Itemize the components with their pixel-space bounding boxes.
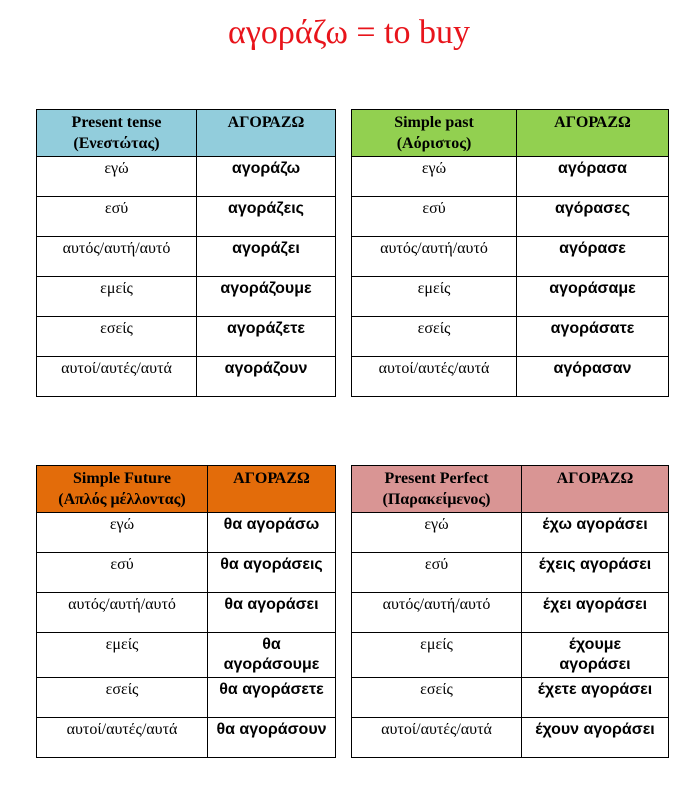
verb-form-cell: έχουν αγοράσει [522, 718, 669, 758]
pronoun-cell: εσείς [37, 317, 197, 357]
pronoun-cell: αυτός/αυτή/αυτό [352, 593, 522, 633]
verb-header: ΑΓΟΡΑΖΩ [197, 110, 336, 157]
tense-header [37, 466, 208, 513]
verb-form-cell: έχεις αγοράσει [522, 553, 669, 593]
pronoun-cell: εσείς [37, 678, 208, 718]
pronoun-cell: εγώ [352, 157, 517, 197]
verb-form-cell: αγόρασε [517, 237, 669, 277]
verb-form-line: έχουμε [568, 636, 622, 653]
pronoun-cell: εσύ [352, 197, 517, 237]
verb-form-cell: θα αγοράσει [208, 593, 336, 633]
verb-form-line: αγοράσει [559, 656, 631, 673]
verb-form-cell: έχω αγοράσει [522, 513, 669, 553]
verb-form-cell: θα αγοράσω [208, 513, 336, 553]
tense-name: Simple past [394, 114, 474, 131]
pronoun-cell: εσείς [352, 678, 522, 718]
simple-future-table [36, 465, 336, 758]
verb-form-cell: αγόρασα [517, 157, 669, 197]
simple-past-table [351, 109, 669, 397]
verb-form-cell: αγοράσατε [517, 317, 669, 357]
verb-form-cell: αγοράζει [197, 237, 336, 277]
verb-form-cell: αγόρασες [517, 197, 669, 237]
pronoun-cell: εμείς [37, 277, 197, 317]
tense-header [352, 466, 522, 513]
verb-header: ΑΓΟΡΑΖΩ [208, 466, 336, 513]
pronoun-cell: εσύ [37, 553, 208, 593]
verb-form-line: αγοράσουμε [223, 656, 320, 673]
pronoun-cell: αυτός/αυτή/αυτό [352, 237, 517, 277]
pronoun-cell: εσύ [37, 197, 197, 237]
pronoun-cell: αυτός/αυτή/αυτό [37, 593, 208, 633]
verb-form-cell: θα αγοράσουν [208, 718, 336, 758]
tense-name-greek: (Παρακείμενος) [382, 491, 491, 508]
present-perfect-table [351, 465, 669, 758]
tense-name-greek: (Ενεστώτας) [73, 135, 160, 152]
verb-form-cell: αγοράζετε [197, 317, 336, 357]
pronoun-cell: εσείς [352, 317, 517, 357]
tense-name: Simple Future [73, 470, 171, 487]
pronoun-cell: εγώ [37, 513, 208, 553]
pronoun-cell: εμείς [37, 633, 208, 678]
verb-form-line: θα [262, 636, 281, 653]
tense-header [37, 110, 197, 157]
verb-form-cell [522, 633, 669, 678]
tense-header [352, 110, 517, 157]
verb-form-cell: αγοράζουμε [197, 277, 336, 317]
pronoun-cell: εσύ [352, 553, 522, 593]
verb-form-cell: θα αγοράσετε [208, 678, 336, 718]
pronoun-cell: αυτοί/αυτές/αυτά [37, 357, 197, 397]
tense-name-greek: (Απλός μέλλοντας) [58, 491, 186, 508]
pronoun-cell: εμείς [352, 633, 522, 678]
verb-form-cell: αγοράζεις [197, 197, 336, 237]
present-tense-table [36, 109, 336, 397]
verb-header: ΑΓΟΡΑΖΩ [517, 110, 669, 157]
tense-name: Present Perfect [384, 470, 489, 487]
verb-form-cell: θα αγοράσεις [208, 553, 336, 593]
pronoun-cell: εγώ [37, 157, 197, 197]
verb-form-cell [208, 633, 336, 678]
verb-form-cell: αγοράζουν [197, 357, 336, 397]
verb-header: ΑΓΟΡΑΖΩ [522, 466, 669, 513]
verb-form-cell: αγοράζω [197, 157, 336, 197]
pronoun-cell: αυτοί/αυτές/αυτά [352, 718, 522, 758]
verb-form-cell: αγόρασαν [517, 357, 669, 397]
pronoun-cell: αυτοί/αυτές/αυτά [37, 718, 208, 758]
pronoun-cell: αυτοί/αυτές/αυτά [352, 357, 517, 397]
page-title: αγοράζω = to buy [228, 14, 470, 51]
tense-name-greek: (Αόριστος) [396, 135, 472, 152]
pronoun-cell: εμείς [352, 277, 517, 317]
pronoun-cell: αυτός/αυτή/αυτό [37, 237, 197, 277]
verb-form-cell: έχετε αγοράσει [522, 678, 669, 718]
tense-name: Present tense [71, 114, 162, 131]
verb-form-cell: έχει αγοράσει [522, 593, 669, 633]
pronoun-cell: εγώ [352, 513, 522, 553]
verb-form-cell: αγοράσαμε [517, 277, 669, 317]
